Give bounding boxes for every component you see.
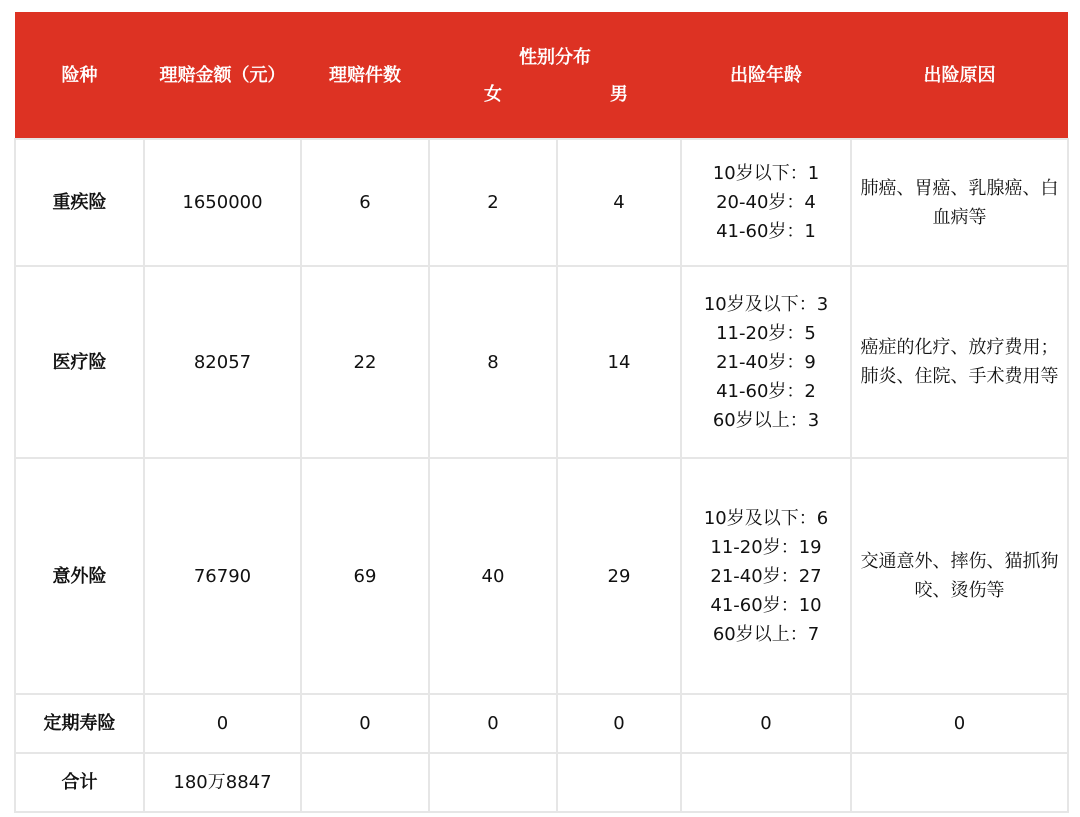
cell-female: 8 bbox=[429, 266, 557, 458]
table-body bbox=[15, 139, 1068, 812]
cell-empty bbox=[429, 753, 557, 812]
cell-male: 0 bbox=[557, 694, 681, 753]
cell-type: 定期寿险 bbox=[15, 694, 144, 753]
age-line: 11-20岁：5 bbox=[716, 322, 816, 344]
cell-female: 2 bbox=[429, 139, 557, 266]
age-line: 11-20岁：19 bbox=[710, 536, 822, 558]
age-line: 10岁以下：1 bbox=[712, 163, 820, 184]
cell-count: 0 bbox=[301, 694, 429, 753]
cell-count: 69 bbox=[301, 458, 429, 694]
age-line: 41-60岁：1 bbox=[716, 221, 816, 242]
cell-age bbox=[681, 139, 851, 266]
header-count: 理赔件数 bbox=[301, 12, 429, 139]
cell-type: 重疾险 bbox=[15, 139, 144, 266]
table-row bbox=[15, 266, 1068, 458]
cell-amount: 76790 bbox=[144, 458, 301, 694]
header-gender: 性别分布 bbox=[429, 12, 681, 78]
header-type: 险种 bbox=[15, 12, 144, 139]
cell-age bbox=[681, 266, 851, 458]
cell-empty bbox=[557, 753, 681, 812]
cell-amount: 0 bbox=[144, 694, 301, 753]
cell-male: 29 bbox=[557, 458, 681, 694]
header-reason: 出险原因 bbox=[851, 12, 1068, 139]
table-header bbox=[15, 12, 1068, 139]
age-line: 60岁以上：7 bbox=[712, 623, 820, 645]
age-line: 20-40岁：4 bbox=[716, 192, 816, 213]
age-line: 41-60岁：10 bbox=[710, 594, 822, 616]
cell-empty bbox=[301, 753, 429, 812]
cell-count: 6 bbox=[301, 139, 429, 266]
cell-age: 0 bbox=[681, 694, 851, 753]
cell-reason: 肺癌、胃癌、乳腺癌、白血病等 bbox=[851, 139, 1068, 266]
age-line: 41-60岁：2 bbox=[716, 380, 816, 402]
cell-amount: 82057 bbox=[144, 266, 301, 458]
cell-male: 4 bbox=[557, 139, 681, 266]
table-row bbox=[15, 458, 1068, 694]
age-line: 60岁以上：3 bbox=[712, 409, 820, 431]
cell-age bbox=[681, 458, 851, 694]
cell-reason: 交通意外、摔伤、猫抓狗咬、烫伤等 bbox=[851, 458, 1068, 694]
claims-table bbox=[14, 12, 1069, 813]
header-age: 出险年龄 bbox=[681, 12, 851, 139]
age-line: 21-40岁：9 bbox=[716, 351, 816, 373]
cell-type: 医疗险 bbox=[15, 266, 144, 458]
age-line: 10岁及以下：6 bbox=[703, 507, 829, 529]
age-line: 21-40岁：27 bbox=[710, 565, 822, 587]
total-label: 合计 bbox=[15, 753, 144, 812]
cell-female: 40 bbox=[429, 458, 557, 694]
header-amount: 理赔金额（元） bbox=[144, 12, 301, 139]
header-male: 男 bbox=[557, 78, 681, 139]
cell-reason: 癌症的化疗、放疗费用；肺炎、住院、手术费用等 bbox=[851, 266, 1068, 458]
cell-count: 22 bbox=[301, 266, 429, 458]
table-row bbox=[15, 139, 1068, 266]
cell-amount: 1650000 bbox=[144, 139, 301, 266]
header-female: 女 bbox=[429, 78, 557, 139]
table-row-total bbox=[15, 753, 1068, 812]
cell-male: 14 bbox=[557, 266, 681, 458]
cell-female: 0 bbox=[429, 694, 557, 753]
cell-reason: 0 bbox=[851, 694, 1068, 753]
age-line: 10岁及以下：3 bbox=[703, 293, 829, 315]
cell-type: 意外险 bbox=[15, 458, 144, 694]
table-row bbox=[15, 694, 1068, 753]
cell-empty bbox=[851, 753, 1068, 812]
total-amount: 180万8847 bbox=[144, 753, 301, 812]
claims-table-wrapper bbox=[14, 12, 1067, 813]
cell-empty bbox=[681, 753, 851, 812]
